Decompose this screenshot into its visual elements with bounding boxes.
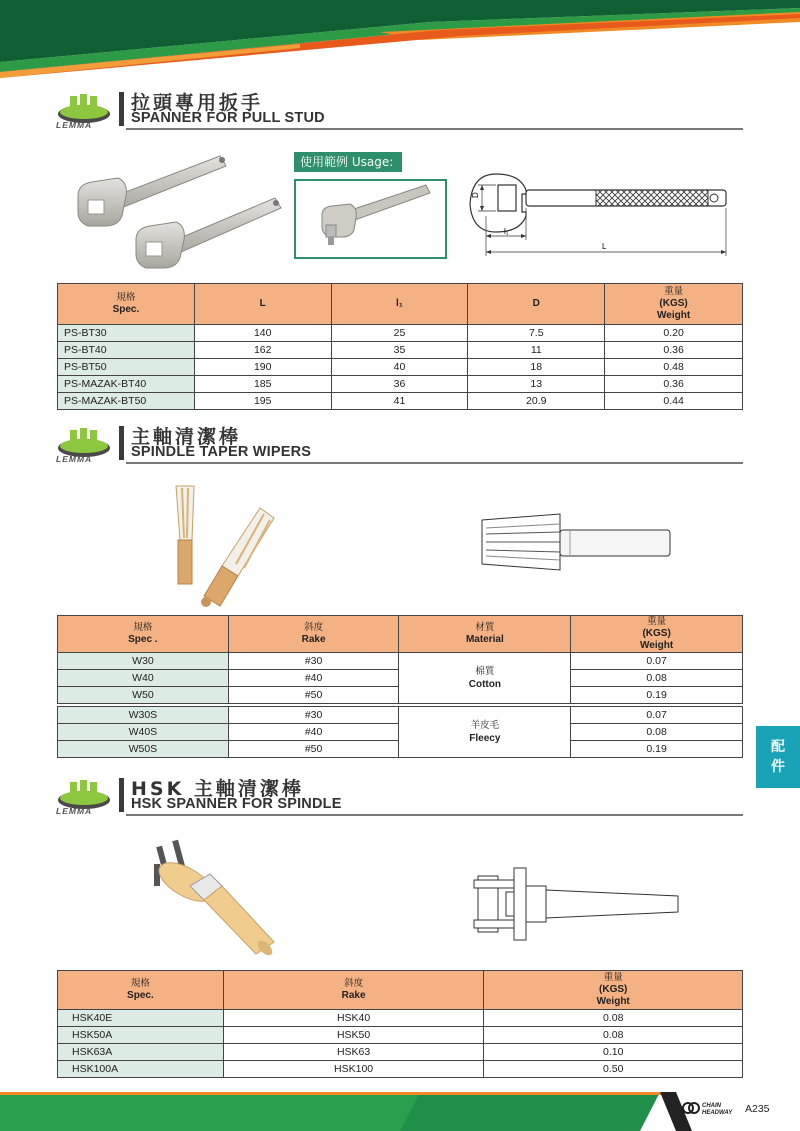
header-bar (119, 92, 124, 126)
lemma-logo-text: LEMMA (56, 806, 93, 816)
header-rule (126, 462, 743, 464)
table-row: W30 #30 棉質 Cotton 0.07 (58, 653, 743, 670)
table-row: W50S #50 0.19 (58, 741, 743, 758)
header-weight: 重量 (KGS) Weight (484, 971, 743, 1010)
table-row: HSK50A HSK50 0.08 (58, 1027, 743, 1044)
dim-label-l1: l₁ (504, 227, 509, 236)
hsk-wiper-photo (150, 838, 280, 958)
spanner-photo (70, 148, 285, 273)
table-row: PS-MAZAK-BT50 195 41 20.9 0.44 (58, 393, 743, 410)
wiper-photo (160, 478, 280, 608)
header-rule (126, 814, 743, 816)
spanner-spec-table (57, 283, 743, 410)
table-row: W40S #40 0.08 (58, 724, 743, 741)
header-l1: l₁ (331, 284, 468, 325)
footer-brand-text: CHAIN HEADWAY (702, 1103, 733, 1116)
dim-label-l: L (602, 242, 607, 251)
lemma-logo-text: LEMMA (56, 454, 93, 464)
lemma-logo-text: LEMMA (56, 120, 93, 130)
header-rake: 斜度 Rake (223, 971, 484, 1010)
wiper-spec-table (57, 615, 743, 758)
wiper-drawing (476, 512, 676, 572)
table-row: W30S #30 羊皮毛 Fleecy 0.07 (58, 707, 743, 724)
section-header-spanner (56, 92, 743, 132)
usage-photo-box (294, 179, 447, 259)
dim-label-d: D (471, 192, 480, 198)
page-number: A235 (745, 1103, 770, 1115)
header-bar (119, 778, 124, 812)
hsk-wiper-drawing (470, 866, 682, 942)
header-l: L (194, 284, 331, 325)
table-row: HSK40E HSK40 0.08 (58, 1010, 743, 1027)
table-header-row (58, 284, 743, 325)
section-title-en: HSK SPANNER FOR SPINDLE (131, 796, 342, 812)
spanner-drawing (462, 168, 730, 260)
section-title-zh: 主軸清潔棒 (131, 426, 242, 448)
header-material: 材質 Material (399, 616, 571, 653)
side-tab-accessories[interactable]: 配 件 (756, 726, 800, 788)
header-weight: 重量 (KGS) Weight (571, 616, 743, 653)
header-rake: 斜度 Rake (228, 616, 399, 653)
section-title-en: SPINDLE TAPER WIPERS (131, 444, 312, 460)
header-bar (119, 426, 124, 460)
section-header-hsk (56, 778, 743, 818)
header-spec: 規格 Spec. (58, 284, 195, 325)
section-title-en: SPANNER FOR PULL STUD (131, 110, 325, 126)
usage-label: 使用範例 Usage: (294, 152, 402, 172)
header-rule (126, 128, 743, 130)
table-row: W50 #50 0.19 (58, 687, 743, 704)
header-spec: 規格 Spec . (58, 616, 229, 653)
top-banner (0, 0, 800, 78)
table-row: PS-BT50 190 40 18 0.48 (58, 359, 743, 376)
table-row: PS-BT30 140 25 7.5 0.20 (58, 325, 743, 342)
header-d: D (468, 284, 605, 325)
table-row: HSK63A HSK63 0.10 (58, 1044, 743, 1061)
header-spec: 規格 Spec. (58, 971, 224, 1010)
table-header-row (58, 616, 743, 653)
table-row: PS-BT40 162 35 11 0.36 (58, 342, 743, 359)
material-cell: 棉質 Cotton (399, 653, 571, 704)
section-title-zh: HSK 主軸清潔棒 (131, 778, 304, 800)
usage-photo (296, 181, 445, 257)
table-row: W40 #40 0.08 (58, 670, 743, 687)
table-row: PS-MAZAK-BT40 185 36 13 0.36 (58, 376, 743, 393)
section-title-zh: 拉頭專用扳手 (131, 92, 264, 114)
section-header-wipers (56, 426, 743, 466)
table-header-row (58, 971, 743, 1010)
hsk-spec-table (57, 970, 743, 1078)
header-weight: 重量 (KGS) Weight (605, 284, 743, 325)
material-cell: 羊皮毛 Fleecy (399, 707, 571, 758)
chain-headway-logo-icon (682, 1102, 700, 1114)
bottom-banner (0, 1092, 800, 1131)
table-row: HSK100A HSK100 0.50 (58, 1061, 743, 1078)
